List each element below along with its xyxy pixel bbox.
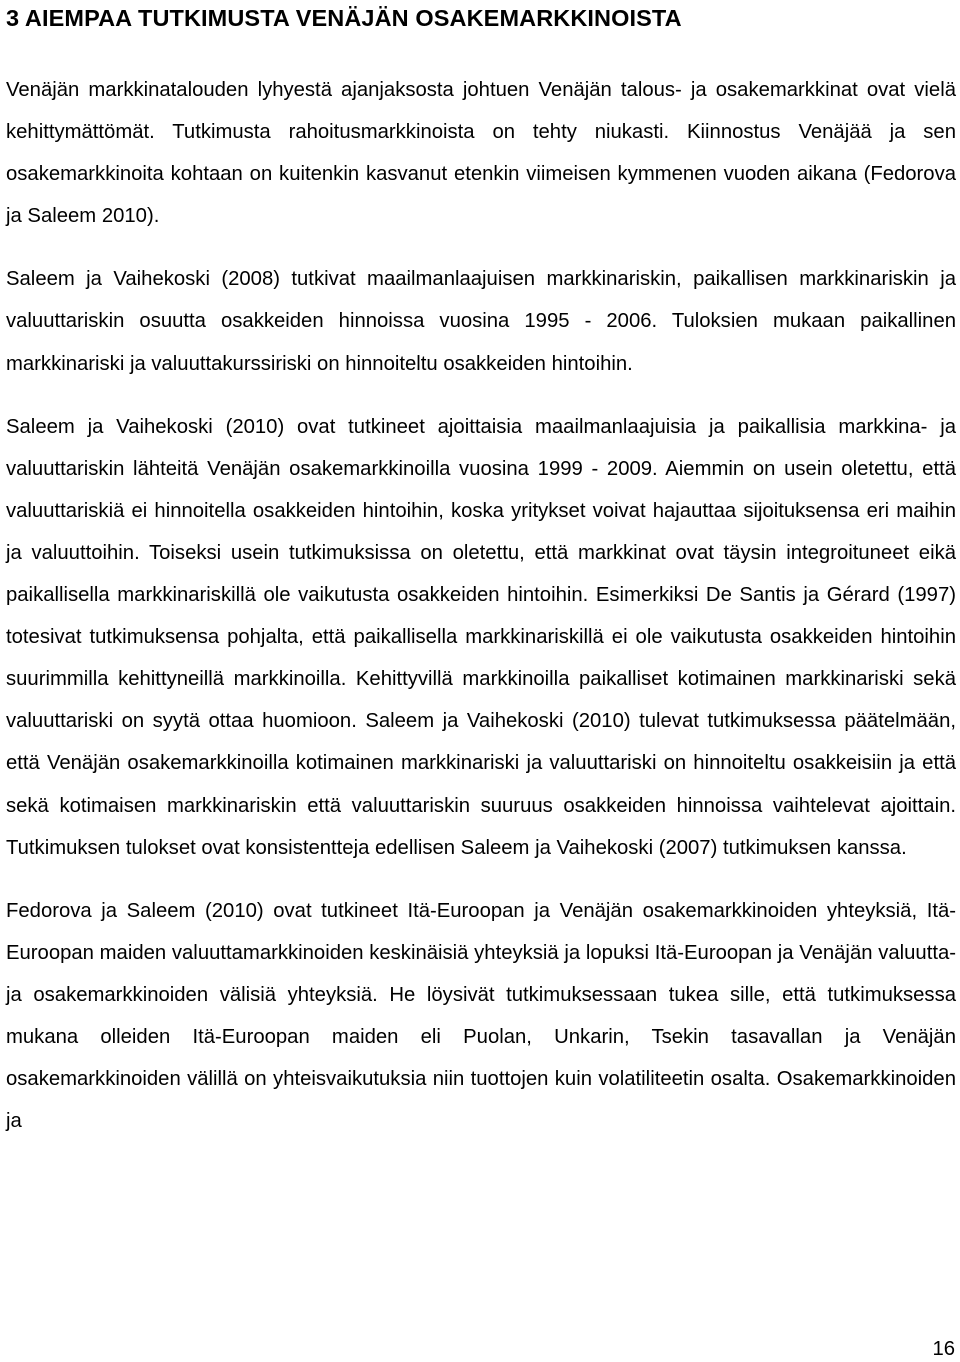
document-page (6, 0, 956, 1142)
paragraph-saleem-2008: Saleem ja Vaihekoski (2008) tutkivat maailmanlaajuisen markkinariskin, paikallisen markkinariskin ja valuuttariskin osuutta osakkeiden hinnoissa vuosina 1995 - 2006. Tuloksien mukaan paikallinen markkinariski ja valuuttakurssiriski on hinnoiteltu osakkeiden hintoihin. (6, 268, 956, 375)
page-number: 16 (932, 1338, 955, 1360)
paragraph-fedorova-2010: Fedorova ja Saleem (2010) ovat tutkineet Itä-Euroopan ja Venäjän osakemarkkinoiden yhteyksiä, Itä-Euroopan maiden valuuttamarkkinoiden keskinäisiä yhteyksiä ja lopuksi Itä-Euroopan ja Venäjän valuutta- ja osakemarkkinoiden välisiä yhteyksiä. He löysivät tutkimuksessaan tukea sille, että tutkimuksessa mukana olleiden Itä-Euroopan maiden eli Puolan, Unkarin, Tsekin tasavallan ja Venäjän osakemarkkinoiden välillä on yhteisvaikutuksia niin tuottojen kuin volatiliteetin osalta. Osakemarkkinoiden ja (6, 899, 956, 1133)
paragraph-saleem-2010: Saleem ja Vaihekoski (2010) ovat tutkineet ajoittaisia maailmanlaajuisia ja paikallisia markkina- ja valuuttariskin lähteitä Venäjän osakemarkkinoilla vuosina 1999 - 2009. Aiemmin on usein oletettu, että valuuttariskiä ei hinnoitella osakkeiden hintoihin, koska yritykset voivat hajauttaa sijoituksensa eri maihin ja valuuttoihin. Toiseksi usein tutkimuksissa on oletettu, että markkinat ovat täysin integroituneet eikä paikallisella markkinariskillä ole vaikutusta osakkeiden hintoihin. Esimerkiksi De Santis ja Gérard (1997) totesivat tutkimuksensa pohjalta, että paikallisella markkinariskillä ei ole vaikutusta osakkeiden hintoihin suurimmilla kehittyneillä markkinoilla. Kehittyvillä markkinoilla paikalliset kotimainen markkinariski sekä valuuttariski on syytä ottaa huomioon. Saleem ja Vaihekoski (2010) tulevat tutkimuksessa päätelmään, että Venäjän osakemarkkinoilla kotimainen markkinariski ja valuuttariski on hinnoiteltu osakkeisiin ja että sekä kotimaisen markkinariskin että valuuttariskin suuruus osakkeiden hinnoissa vaihtelevat ajoittain. Tutkimuksen tulokset ovat konsistentteja edellisen Saleem ja Vaihekoski (2007) tutkimuksen kanssa. (6, 415, 956, 859)
chapter-heading: 3 AIEMPAA TUTKIMUSTA VENÄJÄN OSAKEMARKKINOISTA (6, 5, 682, 31)
paragraph-intro: Venäjän markkinatalouden lyhyestä ajanjaksosta johtuen Venäjän talous- ja osakemarkkinat ovat vielä kehittymättömät. Tutkimusta rahoitusmarkkinoista on tehty niukasti. Kiinnostus Venäjää ja sen osakemarkkinoita kohtaan on kuitenkin kasvanut etenkin viimeisen kymmenen vuoden aikana (Fedorova ja Saleem 2010). (6, 79, 956, 228)
